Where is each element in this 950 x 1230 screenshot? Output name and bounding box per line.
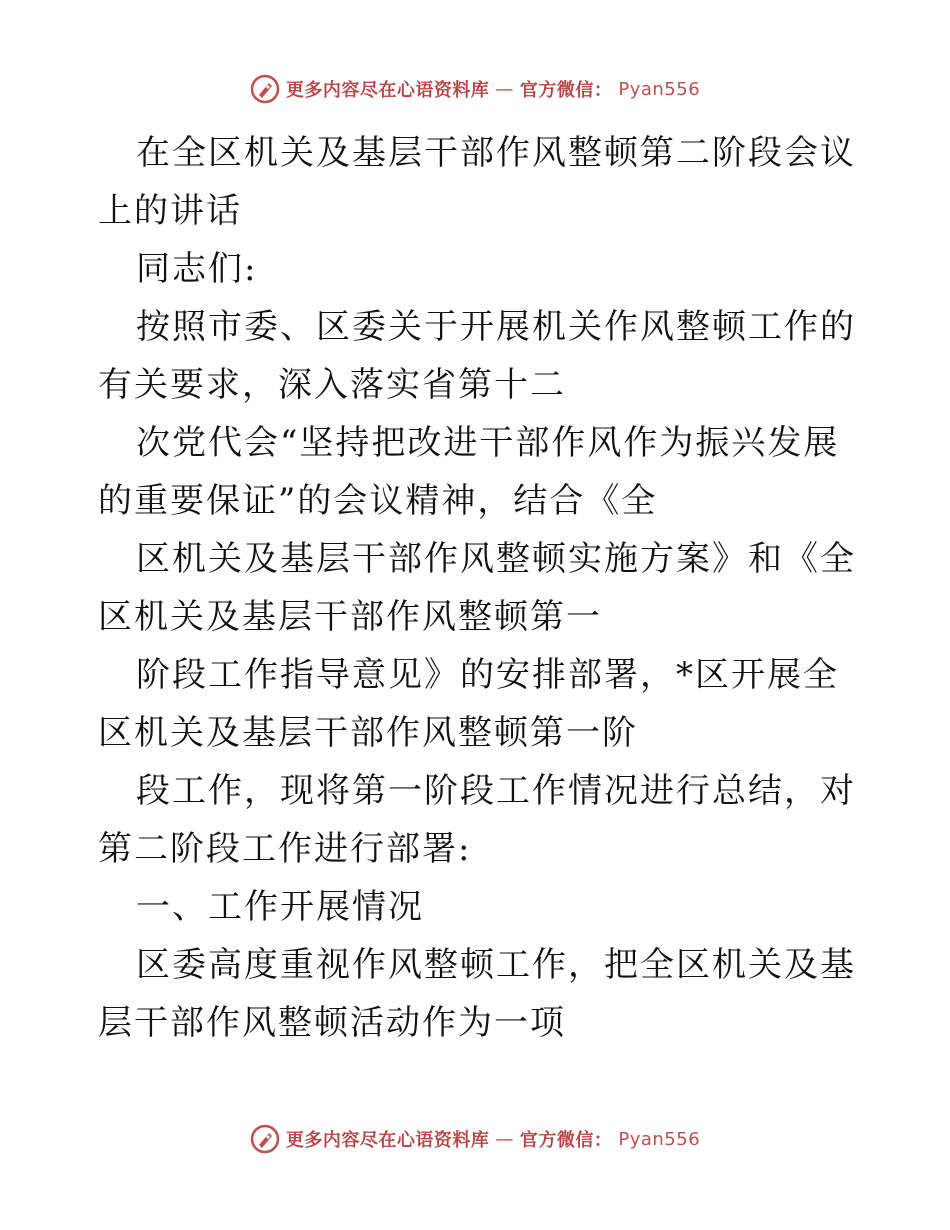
header-watermark bbox=[0, 74, 950, 104]
salutation: 同志们: bbox=[136, 249, 258, 289]
pen-nib-logo-icon bbox=[250, 74, 280, 104]
watermark-wechat-id: Pyan556 bbox=[618, 78, 701, 100]
document-title: 在全区机关及基层干部作风整顿第二阶段会议上的讲话 bbox=[98, 133, 856, 231]
watermark-wechat-label: 官方微信： bbox=[519, 1130, 613, 1151]
watermark-wechat-id: Pyan556 bbox=[618, 1128, 701, 1150]
watermark-text: 更多内容尽在心语资料库 bbox=[285, 1130, 490, 1151]
pen-nib-logo-icon bbox=[250, 1124, 280, 1154]
body-paragraph: 次党代会“坚持把改进干部作风作为振兴发展的重要保证”的会议精神，结合《全 bbox=[98, 423, 840, 521]
body-paragraph: 区机关及基层干部作风整顿实施方案》和《全区机关及基层干部作风整顿第一 bbox=[98, 539, 856, 637]
body-paragraph: 阶段工作指导意见》的安排部署，*区开展全区机关及基层干部作风整顿第一阶 bbox=[98, 655, 839, 753]
footer-watermark bbox=[0, 1124, 950, 1154]
watermark-separator: — bbox=[495, 1128, 514, 1150]
body-paragraph: 区委高度重视作风整顿工作，把全区机关及基层干部作风整顿活动作为一项 bbox=[98, 945, 856, 1043]
body-paragraph: 按照市委、区委关于开展机关作风整顿工作的有关要求，深入落实省第十二 bbox=[98, 307, 856, 405]
watermark-separator: — bbox=[495, 78, 514, 100]
watermark-text: 更多内容尽在心语资料库 bbox=[285, 80, 490, 101]
document-body bbox=[98, 124, 858, 1052]
section-heading: 一、工作开展情况 bbox=[136, 887, 424, 927]
watermark-wechat-label: 官方微信： bbox=[519, 80, 613, 101]
body-paragraph: 段工作，现将第一阶段工作情况进行总结，对第二阶段工作进行部署: bbox=[98, 771, 856, 869]
